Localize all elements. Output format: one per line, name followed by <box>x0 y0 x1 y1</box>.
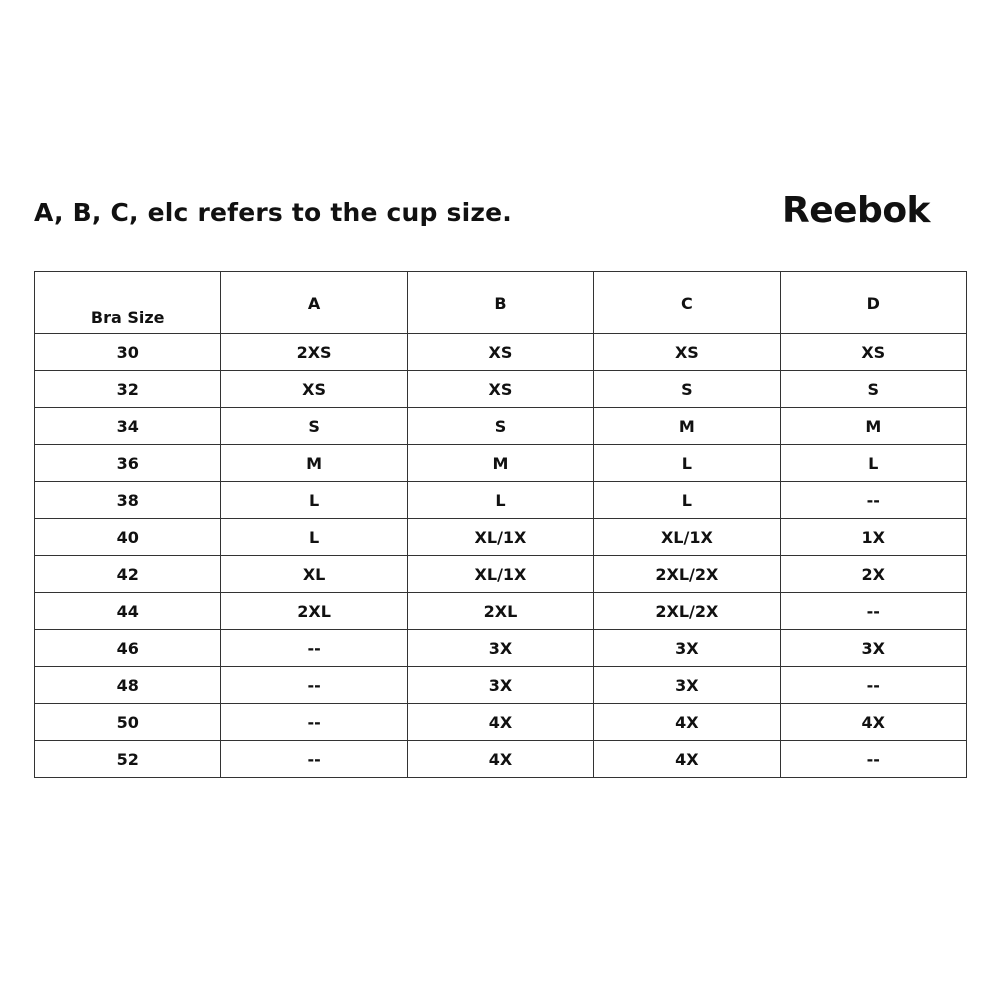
table-row <box>35 741 967 778</box>
header-row <box>35 272 967 334</box>
size-cell: -- <box>780 667 966 704</box>
table-row <box>35 408 967 445</box>
table-row <box>35 519 967 556</box>
size-cell: XS <box>407 334 593 371</box>
size-cell: M <box>407 445 593 482</box>
size-cell: XS <box>594 334 780 371</box>
size-cell: 3X <box>594 667 780 704</box>
band-size-cell: 50 <box>35 704 221 741</box>
size-cell: S <box>221 408 407 445</box>
size-cell: L <box>221 519 407 556</box>
size-cell: XL/1X <box>407 556 593 593</box>
size-cell: 3X <box>407 630 593 667</box>
band-size-cell: 52 <box>35 741 221 778</box>
size-chart-table <box>34 271 967 778</box>
size-cell: -- <box>221 667 407 704</box>
size-cell: M <box>594 408 780 445</box>
size-cell: L <box>780 445 966 482</box>
band-size-cell: 36 <box>35 445 221 482</box>
size-cell: L <box>594 482 780 519</box>
table-row <box>35 630 967 667</box>
bra-size-header: Bra Size <box>35 272 221 334</box>
size-cell: XS <box>407 371 593 408</box>
band-size-cell: 32 <box>35 371 221 408</box>
size-cell: XL/1X <box>594 519 780 556</box>
size-cell: L <box>594 445 780 482</box>
table-row <box>35 445 967 482</box>
size-cell: L <box>221 482 407 519</box>
size-cell: XS <box>780 334 966 371</box>
size-cell: -- <box>221 704 407 741</box>
size-cell: 3X <box>407 667 593 704</box>
size-cell: -- <box>780 482 966 519</box>
size-cell: XS <box>221 371 407 408</box>
size-cell: L <box>407 482 593 519</box>
table-row <box>35 704 967 741</box>
band-size-cell: 48 <box>35 667 221 704</box>
size-cell: 1X <box>780 519 966 556</box>
band-size-cell: 38 <box>35 482 221 519</box>
band-size-cell: 44 <box>35 593 221 630</box>
cup-header-d: D <box>780 272 966 334</box>
size-cell: -- <box>221 630 407 667</box>
size-cell: 4X <box>780 704 966 741</box>
table-body <box>35 334 967 778</box>
size-cell: 2XL/2X <box>594 593 780 630</box>
cup-header-a: A <box>221 272 407 334</box>
table-row <box>35 482 967 519</box>
cup-size-note: A, B, C, elc refers to the cup size. <box>34 198 513 227</box>
size-cell: 2XL <box>407 593 593 630</box>
size-cell: XL <box>221 556 407 593</box>
size-cell: S <box>407 408 593 445</box>
size-cell: XL/1X <box>407 519 593 556</box>
table-row <box>35 371 967 408</box>
cup-header-b: B <box>407 272 593 334</box>
size-cell: -- <box>780 741 966 778</box>
size-cell: 2X <box>780 556 966 593</box>
size-cell: 2XL <box>221 593 407 630</box>
size-cell: M <box>780 408 966 445</box>
table-row <box>35 556 967 593</box>
size-cell: 4X <box>407 704 593 741</box>
size-cell: 4X <box>594 741 780 778</box>
table-row <box>35 334 967 371</box>
size-cell: 4X <box>594 704 780 741</box>
size-cell: S <box>594 371 780 408</box>
table-row <box>35 593 967 630</box>
reebok-logo: Reebok <box>782 190 930 231</box>
band-size-cell: 42 <box>35 556 221 593</box>
size-cell: 2XL/2X <box>594 556 780 593</box>
size-cell: 2XS <box>221 334 407 371</box>
size-cell: M <box>221 445 407 482</box>
band-size-cell: 40 <box>35 519 221 556</box>
size-cell: 3X <box>594 630 780 667</box>
table-row <box>35 667 967 704</box>
size-cell: -- <box>221 741 407 778</box>
size-cell: 3X <box>780 630 966 667</box>
band-size-cell: 30 <box>35 334 221 371</box>
size-cell: 4X <box>407 741 593 778</box>
cup-header-c: C <box>594 272 780 334</box>
size-cell: S <box>780 371 966 408</box>
band-size-cell: 34 <box>35 408 221 445</box>
band-size-cell: 46 <box>35 630 221 667</box>
size-cell: -- <box>780 593 966 630</box>
